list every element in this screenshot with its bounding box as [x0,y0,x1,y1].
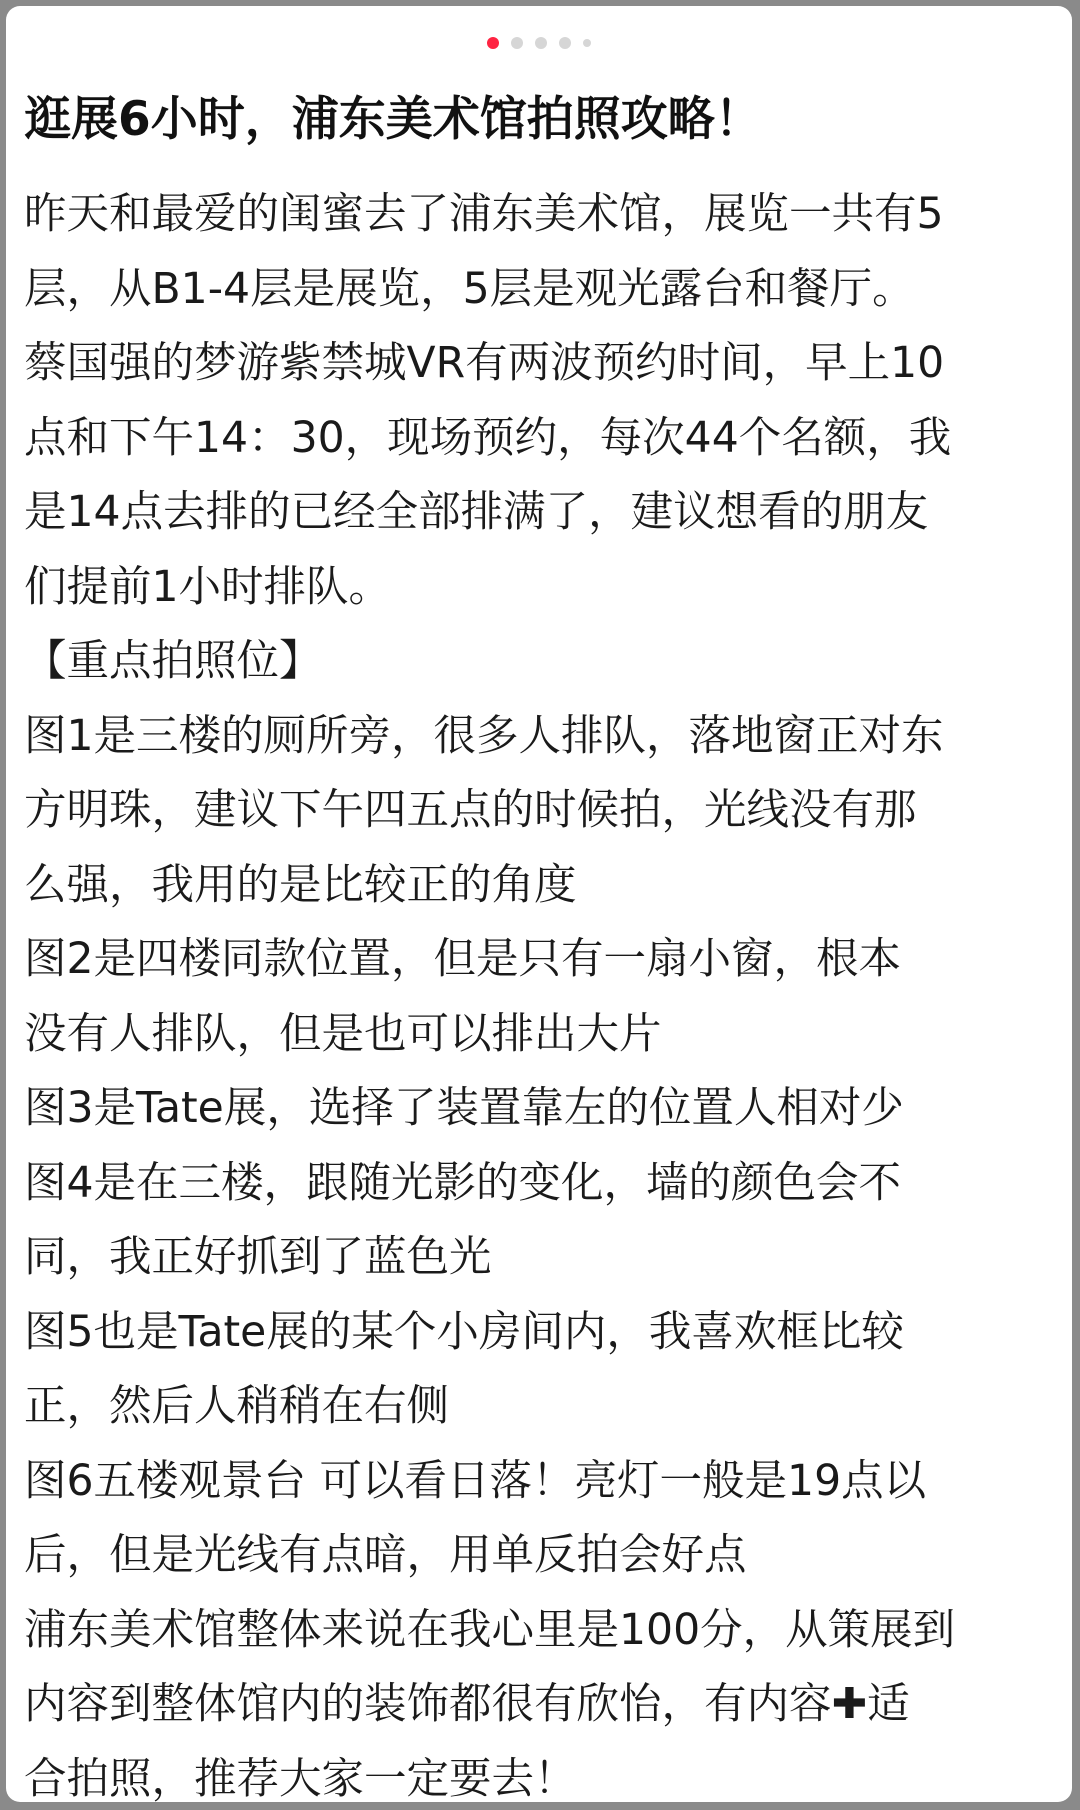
carousel-dot[interactable] [559,37,571,49]
carousel-dot[interactable] [583,39,591,47]
body-line: 正，然后人稍稍在右侧 [24,1382,450,1431]
post-title: 逛展6小时，浦东美术馆拍照攻略！ [24,92,762,147]
body-line: 昨天和最爱的闺蜜去了浦东美术馆，展览一共有5 [24,190,944,239]
carousel-dot[interactable] [535,37,547,49]
carousel-dot-active[interactable] [487,37,499,49]
body-line: 方明珠，建议下午四五点的时候拍，光线没有那 [24,786,917,835]
body-line: 浦东美术馆整体来说在我心里是100分，从策展到 [24,1605,956,1655]
body-line: 图3是Tate展，选择了装置靠左的位置人相对少 [24,1084,904,1133]
body-line-text: 内容到整体馆内的装饰都很有欣怡，有内容 [24,1680,832,1729]
section-heading: 【重点拍照位】 [24,637,322,686]
body-line: 图5也是Tate展的某个小房间内，我喜欢框比较 [24,1307,904,1357]
body-line: 们提前1小时排队。 [24,562,392,612]
body-line: 层，从B1-4层是展览，5层是观光露台和餐厅。 [24,264,915,314]
body-line: 图2是四楼同款位置，但是只有一扇小窗，根本 [24,935,902,984]
carousel-dot[interactable] [511,37,523,49]
body-line: 同，我正好抓到了蓝色光 [24,1233,492,1282]
post-body [24,178,1064,1802]
body-line [24,1668,1064,1743]
body-line: 么强，我用的是比较正的角度 [24,860,577,910]
body-line: 点和下午14：30，现场预约，每次44个名额，我 [24,413,952,463]
body-line: 蔡国强的梦游紫禁城VR有两波预约时间，早上10 [24,339,945,388]
body-line-text: 适 [867,1680,910,1729]
body-line: 后，但是光线有点暗，用单反拍会好点 [24,1531,747,1580]
body-line: 图1是三楼的厕所旁，很多人排队，落地窗正对东 [24,711,944,761]
carousel-indicator[interactable] [6,37,1072,49]
body-line: 没有人排队，但是也可以排出大片 [24,1009,662,1059]
post-card [6,6,1072,1802]
body-line: 是14点去排的已经全部排满了，建议想看的朋友 [24,488,929,537]
body-line: 图6五楼观景台 可以看日落！亮灯一般是19点以 [24,1456,927,1506]
body-line: 合拍照，推荐大家一定要去！ [24,1754,577,1802]
plus-icon: ✚ [831,1680,868,1729]
body-line: 图4是在三楼，跟随光影的变化，墙的颜色会不 [24,1158,902,1208]
